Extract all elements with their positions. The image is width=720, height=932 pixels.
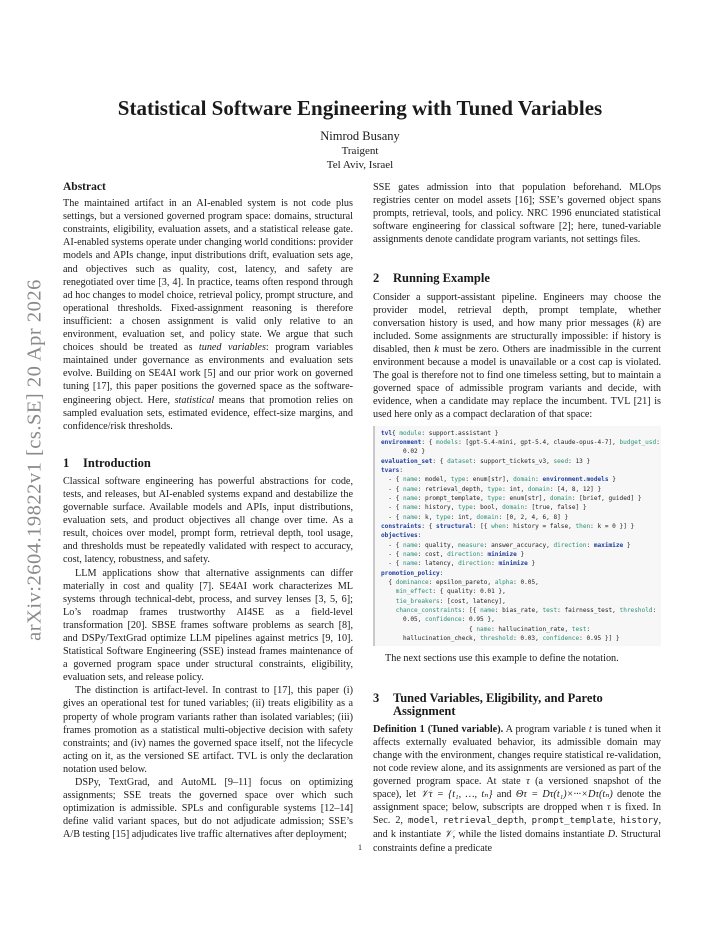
code-text: : {: [421, 438, 437, 446]
code-text: : bool,: [472, 504, 503, 512]
code-text: : [true, false] }: [524, 504, 587, 512]
code-field: when: [491, 522, 506, 530]
code-field: min_effect: [395, 588, 433, 596]
definition-text: A program variable: [503, 723, 589, 735]
section-title-line-2: Assignment: [393, 703, 456, 718]
code-line: [381, 587, 661, 596]
math-assignment-space: Θτ = Dτ(t₁)×···×Dτ(tₙ): [515, 789, 613, 801]
code-field: test: [542, 607, 558, 615]
section-number: 3: [373, 690, 380, 705]
code-text: - {: [381, 476, 404, 484]
code-text: : [0, 2, 4, 6, 8] }: [498, 513, 569, 521]
code-line: [381, 606, 661, 615]
definition-text: is tuned when it affects externally evaluated behavior, its admissible domain may change with the environment, changes require statistical re-validation, not code review alone, and its assignments are versioned as part of the governed program space. At state: [373, 723, 662, 788]
code-text: 0.05,: [381, 616, 426, 624]
code-text: : history = false,: [505, 522, 576, 530]
section-heading-introduction: [63, 457, 353, 470]
code-line: [381, 569, 661, 578]
intro-paragraph-3: The distinction is artifact-level. In contrast to [17], this paper (i) gives an operational test for tuned variables; (ii) treats eligibility as a property of whole program variants rather than isolated variables; (iii) frames promotion as a statistical multi-objective decision with safety constraints; and (iv) names the governed space itself, not the lifecycle acting on it, as the versioned SE artifact. TVL is only the declaration notation used below.: [63, 685, 353, 775]
code-text: : [cost, latency],: [439, 597, 506, 605]
code-text: : int,: [502, 485, 528, 493]
code-text: - {: [381, 494, 404, 502]
section-heading-running-example: [373, 272, 661, 285]
code-line: [381, 559, 661, 568]
arxiv-identifier: arXiv:2604.19822v1 [cs.SE] 20 Apr 2026: [23, 279, 46, 641]
code-text: : [{: [461, 607, 481, 615]
separator: ,: [524, 815, 527, 827]
code-text: : [{: [472, 522, 492, 530]
code-line: [381, 522, 661, 531]
code-line: [381, 513, 661, 522]
code-field: test: [571, 625, 587, 633]
code-field: name: [403, 541, 418, 549]
separator: ,: [435, 815, 443, 827]
code-field: measure: [458, 541, 484, 549]
code-line: [381, 438, 661, 447]
code-field: domain: [527, 485, 550, 493]
code-text: : hallucination_rate,: [491, 625, 572, 633]
code-text: {: [381, 579, 396, 586]
code-field: tie_breakers: [395, 597, 440, 605]
code-text: [381, 598, 396, 605]
code-text: :: [652, 607, 657, 615]
math-k: k: [434, 343, 439, 355]
code-text: {: [392, 429, 400, 437]
code-line: [381, 457, 661, 466]
running-example-paragraph: [373, 291, 661, 422]
code-text: }: [516, 550, 525, 558]
code-field: confidence: [425, 616, 462, 624]
code-line: [381, 597, 661, 606]
code-field: confidence: [542, 635, 580, 643]
code-line: [381, 485, 661, 494]
code-line: [381, 447, 661, 456]
abstract-heading: Abstract: [63, 181, 106, 193]
code-text: :: [439, 569, 444, 577]
code-field: direction: [458, 560, 492, 568]
code-text: : [gpt-5.4-mini, gpt-5.4, claude-opus-4-7],: [458, 438, 620, 446]
code-field: threshold: [480, 635, 514, 643]
code-field: budget_usd: [619, 438, 657, 446]
code-text: : 0.95 },: [461, 616, 495, 624]
code-field: name: [403, 494, 418, 502]
code-text: : k = 0 }] }: [590, 522, 635, 530]
code-field: domain: [549, 494, 572, 502]
code-text: :: [480, 550, 488, 558]
code-field: models: [436, 438, 459, 446]
code-text: : {: [421, 522, 437, 530]
page-number: 1: [358, 843, 362, 852]
running-text-1: Consider a support-assistant pipeline. Engineers may choose the provider model, retrieval depth, prompt template, whether conversation history is used, and how many prior messages (: [373, 291, 661, 329]
code-field: type: [436, 513, 451, 521]
code-text: {: [381, 625, 477, 633]
code-text: : 0.03,: [513, 635, 543, 643]
section-number: 1: [63, 455, 70, 470]
code-text: : support_tickets_v3,: [472, 457, 554, 465]
math-d: D: [607, 829, 616, 841]
code-keyword: minimize: [487, 550, 517, 558]
paper-title: Statistical Software Engineering with Tuned Variables: [117, 96, 603, 120]
code-text: : 0.95 }] }: [579, 635, 620, 643]
code-line: [381, 503, 661, 512]
separator: ,: [612, 815, 621, 827]
arxiv-stamp: [12, 248, 58, 672]
code-line: [381, 541, 661, 550]
definition-text: . Structural constraints define a predicate: [373, 829, 661, 854]
code-field: module: [399, 429, 422, 437]
code-field: then: [575, 522, 591, 530]
code-text: : enum[str],: [465, 476, 514, 484]
definition-text: is fixed. In Sec. 2,: [373, 802, 661, 827]
code-text: - {: [381, 550, 404, 558]
code-keyword: promotion_policy: [381, 569, 440, 577]
code-field: domain: [513, 476, 536, 484]
code-text: }: [608, 476, 616, 484]
code-field: dominance: [395, 579, 429, 586]
math-k: k: [636, 317, 641, 329]
section-title: Introduction: [83, 455, 151, 470]
code-retrieval-depth: retrieval_depth: [442, 816, 525, 827]
definition-text: , and k instantiate: [373, 815, 661, 841]
definition-text: , while the listed domains instantiate: [452, 829, 608, 841]
code-text: :: [399, 466, 404, 474]
code-text: :: [656, 438, 660, 446]
section-heading-tuned-variables: [373, 692, 661, 718]
code-text: : answer_accuracy,: [483, 541, 554, 549]
code-text: :: [535, 476, 543, 484]
definition-1-paragraph: [373, 723, 661, 855]
code-field: name: [403, 560, 418, 568]
code-text: hallucination_check,: [381, 635, 481, 643]
code-text: : k,: [417, 513, 437, 521]
code-text: - {: [381, 504, 404, 512]
affiliation-location: Tel Aviv, Israel: [326, 159, 394, 171]
code-keyword: evaluation_set: [381, 457, 433, 465]
definition-text: and: [492, 789, 516, 801]
code-field: name: [480, 607, 495, 615]
right-column: [373, 181, 661, 855]
after-code-paragraph: The next sections use this example to define the notation.: [385, 653, 619, 665]
code-field: chance_constraints: [395, 607, 462, 615]
section-title: [393, 692, 603, 718]
code-history: history: [620, 816, 659, 827]
code-text: : int,: [450, 513, 477, 521]
code-line: [381, 494, 661, 503]
intro-paragraph-2: LLM applications show that alternative assignments can differ materially in cost and quality [7]. SE4AI work characterizes ML systems through technical-debt, process, and survey lenses [3, 5, 6]; Lo’s roadmap frames trustworthy AI4SE as a field-level transformation [20]. SBSE frames software problems as search [8], and DSPy/TextGrad optimize LLM pipelines against metrics [9, 10]. Statistical Software Engineering (SSE) instead frames maintenance of a governed program space under structural constraints, eligibility, evaluation sets, and release policy.: [63, 567, 353, 684]
code-text: - {: [381, 560, 404, 568]
code-text: [381, 588, 396, 595]
definition-text: (a versioned snapshot of the space), let: [373, 776, 661, 801]
left-column: [63, 181, 353, 842]
code-line: [381, 550, 661, 559]
code-text: 0.02 }: [381, 448, 426, 456]
code-field: type: [487, 485, 503, 493]
running-text-2: ) are included. Some assignments are structurally impossible: if history is disabled, then: [373, 317, 661, 355]
code-text: }: [623, 541, 631, 549]
abstract-emphasis-tuned: tuned variables: [198, 342, 266, 354]
code-field: name: [476, 625, 492, 633]
section-title-line-1: Tuned Variables, Eligibility, and Pareto: [393, 690, 603, 705]
abstract-text-2: : program variables maintained under governance as environments and evaluation sets evolve. Building on SE4AI work [5] and our prior work on governed tuning [17], this paper positions the governed space as the software-engineering object. Here,: [63, 342, 353, 406]
code-text: : history,: [417, 504, 459, 512]
code-text: : epsilon_pareto,: [428, 579, 495, 586]
code-field: name: [403, 476, 418, 484]
abstract-paragraph: [63, 197, 353, 433]
code-field: direction: [447, 550, 481, 558]
intro-paragraph-4: DSPy, TextGrad, and AutoML [9–11] focus on optimizing assignments; SSE treats the governed space over which such optimization is admissible. SPLs and configurable systems [12–14] define valid variant spaces, but do not adjudicate admission; SSE’s A/B testing [15] adjudicates live traffic alternatives after deployment;: [63, 777, 353, 841]
code-text: - {: [381, 513, 404, 521]
code-field: name: [403, 513, 418, 521]
section-title: Running Example: [393, 271, 490, 286]
code-line: [381, 578, 661, 587]
code-keyword: tvars: [381, 466, 400, 474]
code-text: :: [586, 541, 594, 549]
code-text: : 13 }: [568, 457, 591, 465]
code-text: [381, 607, 396, 614]
code-text: : support.assistant }: [421, 429, 499, 437]
code-text: : enum[str],: [502, 494, 550, 502]
code-field: alpha: [494, 579, 514, 586]
intro-continuation-paragraph: SSE gates admission into that population beforehand. MLOps registries center on model assets [16]; SSE’s governed object spans prompts, retrieval, tools, and policy. NRC 1996 enunciated statistical software engineering for classical software [2]; here, tuned-variable assignments denote candidate program variants, not settings files.: [373, 182, 661, 246]
code-field: type: [450, 476, 466, 484]
tvl-code-listing: [373, 426, 661, 647]
code-field: name: [403, 485, 418, 493]
code-text: : fairness_test,: [557, 607, 620, 615]
code-line: [381, 625, 661, 634]
abstract-text-3: means that promotion relies on sampled evaluation sets, estimated evidence, effect-size margins, and confidence/risk thresholds.: [63, 394, 353, 432]
code-line: [381, 466, 661, 475]
code-text: : 0.05,: [513, 579, 539, 586]
code-field: type: [487, 494, 503, 502]
code-field: threshold: [619, 607, 653, 615]
code-field: seed: [553, 457, 569, 465]
code-keyword: tvl: [381, 429, 393, 437]
code-field: type: [458, 504, 473, 512]
code-field: domain: [502, 504, 525, 512]
code-field: direction: [553, 541, 587, 549]
code-text: : quality,: [417, 541, 459, 549]
code-line: [381, 634, 661, 643]
code-text: : prompt_template,: [417, 494, 488, 502]
code-prompt-template: prompt_template: [531, 816, 613, 827]
code-text: :: [586, 625, 591, 633]
code-text: : [4, 8, 12] }: [549, 485, 602, 493]
section-number: 2: [373, 271, 380, 286]
affiliation-org: Traigent: [341, 145, 379, 157]
code-keyword: minimize: [498, 560, 528, 568]
code-line: [381, 615, 661, 624]
math-variable-set: 𝒱τ = {t₁, …, tₙ}: [420, 789, 493, 801]
code-line: [381, 531, 661, 540]
code-text: : bias_rate,: [494, 607, 543, 615]
math-tau: τ: [526, 776, 530, 788]
code-text: - {: [381, 485, 404, 493]
math-t: t: [588, 723, 592, 735]
code-text: :: [417, 532, 422, 540]
code-text: : cost,: [417, 550, 448, 558]
code-line: [381, 475, 661, 484]
running-text-3: must be zero. Others are inadmissible in the current environment because a model is unavailable or a cost cap is violated. The goal is therefore not to find one timeless setting, but to maintain a governed space of admissible program variants and decide, with evidence, when a candidate may replace the incumbent. TVL [21] is used here only as a compact declaration of that space:: [373, 343, 661, 421]
code-keyword: maximize: [593, 541, 624, 549]
code-text: : model,: [417, 476, 451, 484]
code-text: }: [527, 560, 536, 568]
abstract-text-1: The maintained artifact in an AI-enabled system is not code plus settings, but a versioned governed program space: domains, structural constraints, eligibility, evaluation assets, and a statistical release gate. AI-enabled systems operate under changing world conditions: provider models and APIs change, input distributions drift, evaluation sets age, and objectives such as quality, cost, latency, and safety are renegotiated over time [3, 4]. In practice, teams often respond through ad hoc changes to model choice, retrieval policy, prompt structure, and operational thresholds. Fixed-assignment reasoning is therefore insufficient: a chosen assignment is valid only relative to an environment, evaluation set, and policy state. We argue that such choices should be treated as: [63, 198, 353, 354]
code-line: [381, 429, 661, 438]
code-text: - {: [381, 541, 404, 549]
code-text: : latency,: [417, 560, 459, 568]
code-text: :: [491, 560, 499, 568]
code-text: : { quality: 0.01 },: [432, 588, 506, 596]
author-name: Nimrod Busany: [320, 129, 400, 143]
code-keyword: structural: [436, 522, 473, 530]
code-text: : [brief, guided] }: [571, 494, 642, 502]
definition-label: Definition 1 (Tuned variable).: [373, 723, 504, 735]
math-v: 𝒱: [444, 829, 453, 841]
code-keyword: objectives: [381, 532, 418, 540]
code-text: : retrieval_depth,: [417, 485, 488, 493]
code-keyword: environment: [381, 438, 422, 446]
intro-paragraph-1: Classical software engineering has powerful abstractions for code, tests, and releases, but AI-enabled systems expand and destabilize the governable surface. Available models and APIs, input distributions, evaluation sets, and product objectives all change over time. As a result, choices over model, prompt form, retrieval depth, tool usage, and thresholds must be repeatedly validated with respect to accuracy, cost, latency, robustness, and safety.: [63, 475, 353, 566]
code-field: name: [403, 550, 418, 558]
code-keyword: constraints: [381, 522, 422, 530]
code-text: : {: [432, 457, 448, 465]
abstract-emphasis-statistical: statistical: [174, 394, 215, 406]
code-field: name: [403, 504, 418, 512]
definition-text: denote the assignment space; below, subscripts are dropped when: [373, 789, 662, 814]
math-tau: τ: [606, 802, 611, 814]
code-field: domain: [476, 513, 499, 521]
code-keyword: environment.models: [542, 476, 609, 484]
code-model: model: [408, 816, 436, 827]
code-field: dataset: [447, 457, 473, 465]
